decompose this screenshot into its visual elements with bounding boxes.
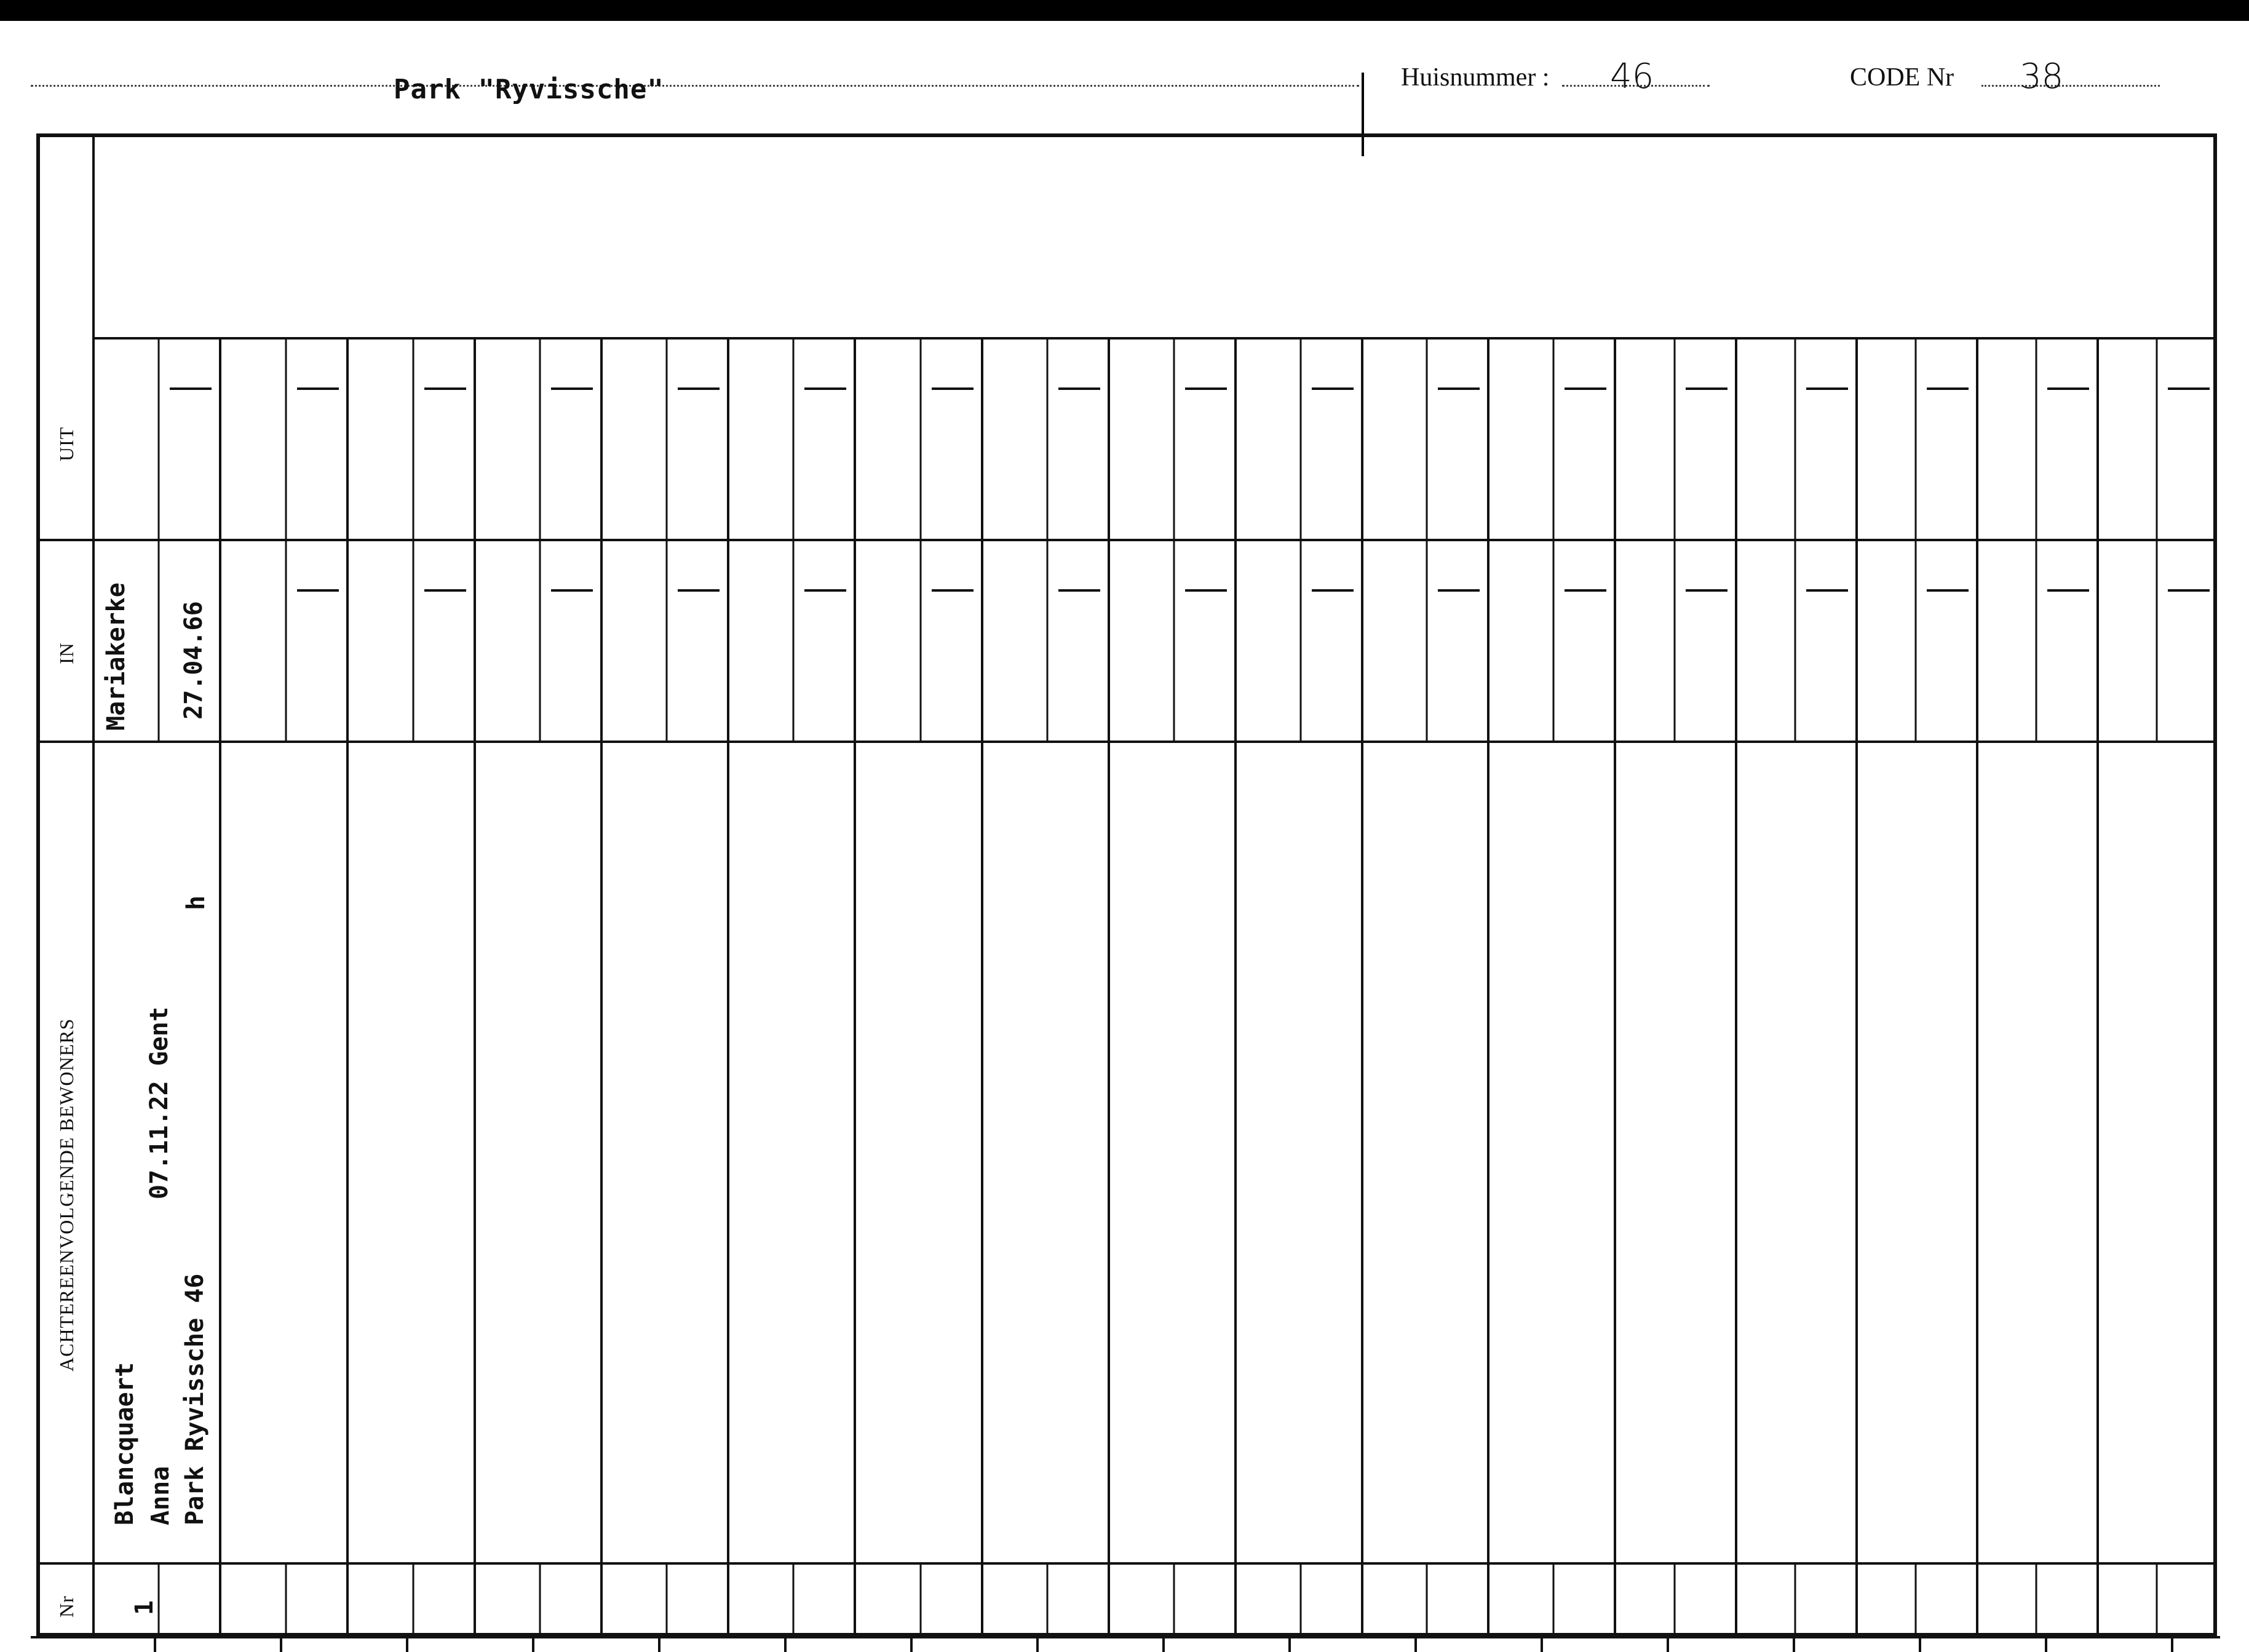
empty-slot-dash — [297, 387, 339, 390]
ruler-tick — [658, 1637, 660, 1652]
empty-slot-dash — [1185, 387, 1227, 390]
entry-surname: Blancquaert — [111, 1362, 139, 1525]
empty-slot-dash — [1806, 387, 1848, 390]
empty-slot-dash — [1565, 387, 1606, 390]
empty-slot-dash — [1686, 589, 1727, 592]
entry-in-date: 27.04.66 — [180, 601, 208, 720]
code-number-label: CODE Nr — [1850, 63, 1954, 92]
empty-slot-dash — [1058, 387, 1100, 390]
ruler-tick — [406, 1637, 408, 1652]
empty-slot-dash — [1806, 589, 1848, 592]
ruler-tick — [154, 1637, 156, 1652]
entry-number: 1 — [130, 1600, 159, 1615]
street-name: Park "Ryvissche" — [394, 74, 664, 105]
empty-slot-dash — [804, 589, 846, 592]
ruler-tick — [1541, 1637, 1543, 1652]
empty-slot-dash — [678, 589, 720, 592]
empty-slot-dash — [2047, 589, 2089, 592]
empty-slot-dash — [551, 589, 593, 592]
empty-slot-dash — [1927, 387, 1969, 390]
house-number-value: 46 — [1610, 57, 1654, 97]
ruler-tick — [1162, 1637, 1165, 1652]
empty-slot-dash — [551, 387, 593, 390]
bottom-ruler — [31, 1636, 2220, 1638]
empty-slot-dash — [1312, 387, 1354, 390]
empty-slot-dash — [1565, 589, 1606, 592]
empty-slot-dash — [2168, 589, 2210, 592]
empty-slot-dash — [1927, 589, 1969, 592]
empty-slot-dash — [804, 387, 846, 390]
ruler-tick — [280, 1637, 282, 1652]
ruler-tick — [532, 1637, 534, 1652]
ruler-tick — [1288, 1637, 1291, 1652]
ruler-tick — [784, 1637, 787, 1652]
empty-slot-dash — [1312, 589, 1354, 592]
section-label-nr: Nr — [55, 1595, 77, 1618]
section-label-uit: UIT — [55, 426, 77, 461]
code-number-value: 38 — [2020, 57, 2064, 97]
entry-birth: 07.11.22 Gent — [145, 1006, 173, 1199]
empty-slot-dash — [297, 589, 339, 592]
empty-slot-dash — [1686, 387, 1727, 390]
ruler-tick — [910, 1637, 913, 1652]
empty-slot-dash — [1438, 387, 1480, 390]
entry-first-name: Anna — [146, 1466, 175, 1525]
ruler-tick — [1919, 1637, 1921, 1652]
ruler-tick — [2045, 1637, 2047, 1652]
section-label-in: IN — [55, 642, 77, 664]
empty-slot-dash — [170, 387, 212, 390]
empty-slot-dash — [2047, 387, 2089, 390]
empty-slot-dash — [932, 387, 974, 390]
empty-slot-dash — [2168, 387, 2210, 390]
empty-slot-dash — [1058, 589, 1100, 592]
ruler-tick — [1036, 1637, 1039, 1652]
ruler-tick — [1414, 1637, 1417, 1652]
ruler-tick — [1793, 1637, 1795, 1652]
empty-slot-dash — [424, 589, 466, 592]
empty-slot-dash — [1438, 589, 1480, 592]
outer-frame — [38, 135, 2215, 1635]
grid-lines — [38, 135, 2215, 1635]
column-lines — [220, 340, 2098, 1634]
empty-slot-dash — [932, 589, 974, 592]
empty-slot-dash — [678, 387, 720, 390]
entry-address: Park Ryvissche 46 — [181, 1273, 209, 1525]
house-number-label: Huisnummer : — [1401, 63, 1550, 92]
empty-slot-dash — [424, 387, 466, 390]
section-label-residents: ACHTEREENVOLGENDE BEWONERS — [55, 1018, 77, 1372]
empty-slot-dash — [1185, 589, 1227, 592]
entry-note: h — [182, 895, 210, 910]
entry-in-place: Mariakerke — [102, 582, 130, 731]
ruler-tick — [2171, 1637, 2173, 1652]
ruler-tick — [1667, 1637, 1669, 1652]
